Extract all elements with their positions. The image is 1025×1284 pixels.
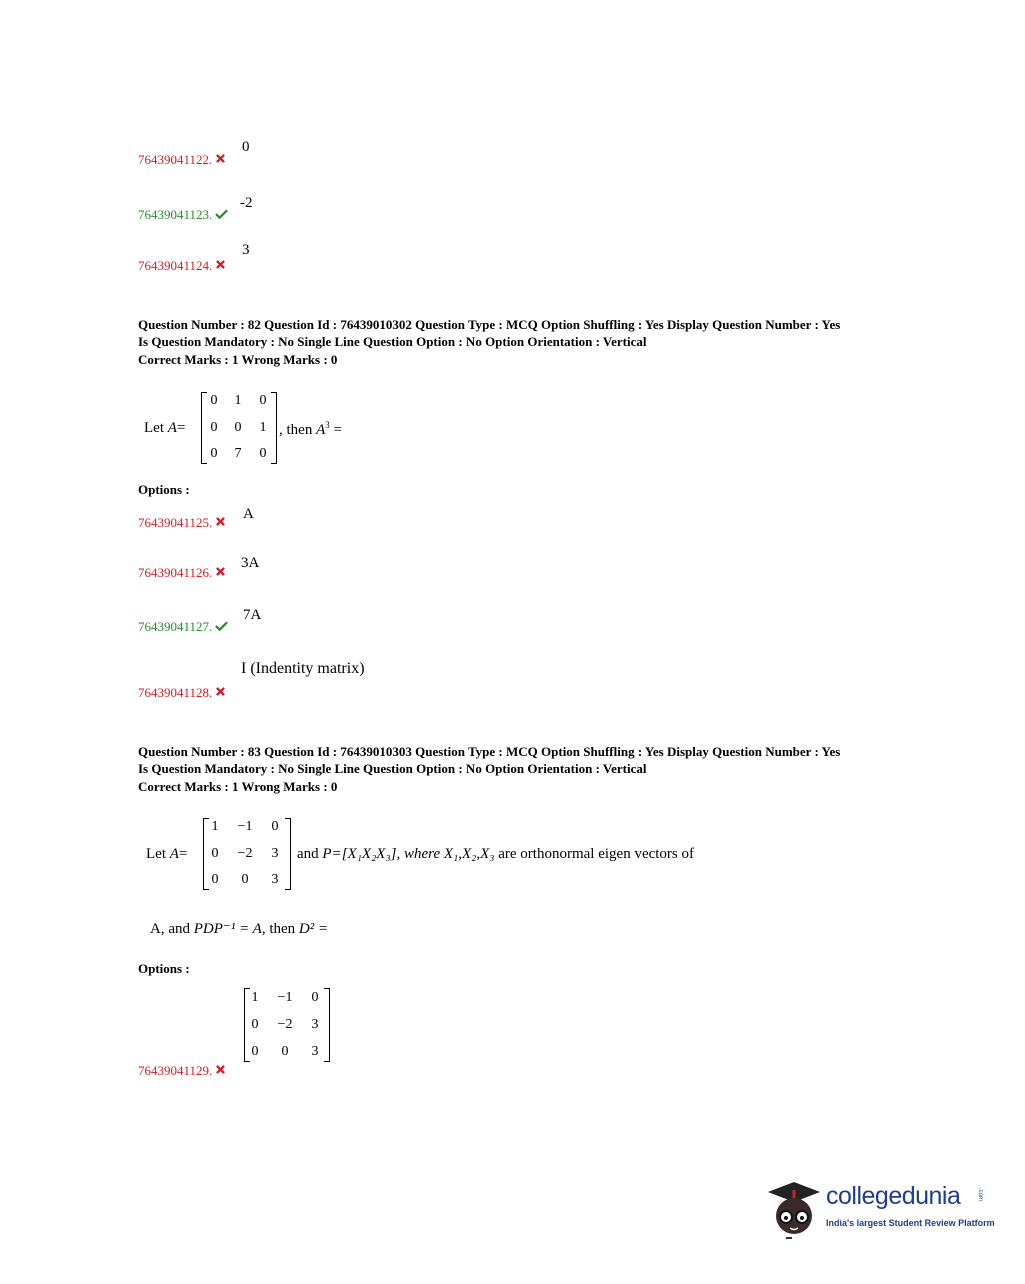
matrix	[201, 392, 277, 464]
matrix-cell: −1	[277, 990, 293, 1005]
wrong-mark-icon	[216, 260, 225, 269]
question-meta-line: Is Question Mandatory : No Single Line Question Option : No Option Orientation : Vertical	[138, 333, 647, 349]
question-text-prefix: Let A=	[146, 846, 188, 862]
matrix-cell: 3	[271, 872, 279, 887]
matrix-cell: 0	[259, 446, 267, 461]
matrix-cell: 3	[311, 1017, 319, 1032]
brand-com: .com	[977, 1188, 983, 1202]
option-id: 76439041124.	[138, 258, 225, 274]
matrix-cell: 0	[251, 1044, 259, 1059]
correct-check-icon	[215, 209, 228, 219]
matrix-bracket-right	[285, 818, 291, 890]
brand-name: collegedunia	[826, 1182, 961, 1210]
matrix-cell: 0	[241, 872, 249, 887]
option-id: 76439041126.	[138, 565, 225, 581]
wrong-mark-icon	[216, 567, 225, 576]
matrix-cell: 0	[211, 846, 219, 861]
option-value: 3	[242, 242, 250, 258]
question-meta-line: Question Number : 83 Question Id : 76439010303 Question Type : MCQ Option Shuffling : Yes Display Question Number : Yes	[138, 744, 841, 759]
option-id: 76439041128.	[138, 685, 225, 701]
matrix-cell: 1	[211, 819, 219, 834]
options-label: Options :	[138, 482, 190, 497]
option-id: 76439041123.	[138, 207, 228, 223]
question-meta-line: Is Question Mandatory : No Single Line Question Option : No Option Orientation : Vertical	[138, 760, 647, 776]
matrix-cell: 0	[259, 393, 267, 408]
matrix-cell: 1	[259, 420, 267, 435]
matrix-cell: 7	[234, 446, 242, 461]
matrix-cell: 0	[271, 819, 279, 834]
question-text-suffix: and P=[X₁X₂X₃], where X₁,X₂,X₃ are orthonormal eigen vectors of	[297, 846, 695, 862]
option-id: 76439041127.	[138, 619, 228, 635]
matrix-cell: −2	[237, 846, 253, 861]
question-marks: Correct Marks : 1 Wrong Marks : 0	[138, 779, 338, 794]
question-text-suffix: , then $A^3$ =	[279, 420, 342, 438]
question-text-prefix: Let A=	[144, 420, 186, 436]
options-label: Options :	[138, 961, 190, 976]
option-value: 7A	[243, 607, 262, 623]
matrix	[203, 818, 291, 890]
matrix-cell: 0	[210, 446, 218, 461]
question-text-line2: A, and PDP⁻¹ = A, then D² =	[150, 921, 329, 937]
matrix-cell: 0	[311, 990, 319, 1005]
wrong-mark-icon	[216, 517, 225, 526]
wrong-mark-icon	[216, 687, 225, 696]
question-header	[138, 744, 840, 796]
matrix-cell: 0	[211, 872, 219, 887]
matrix-cell: 0	[281, 1044, 289, 1059]
matrix-cell: 1	[251, 990, 259, 1005]
matrix-bracket-right	[324, 988, 330, 1062]
matrix-cell: −2	[277, 1017, 293, 1032]
option-id: 76439041122.	[138, 152, 225, 168]
brand-tagline: India's largest Student Review Platform	[826, 1218, 995, 1228]
option-matrix	[244, 988, 330, 1062]
matrix-cell: 0	[234, 420, 242, 435]
matrix-cell: 0	[210, 393, 218, 408]
collegedunia-logo	[764, 1174, 994, 1246]
wrong-mark-icon	[216, 1065, 225, 1074]
matrix-bracket-right	[271, 392, 277, 464]
option-value: 3A	[241, 555, 260, 571]
option-id: 76439041129.	[138, 1063, 225, 1079]
matrix-cell: 0	[251, 1017, 259, 1032]
option-value: 0	[242, 139, 250, 155]
question-marks: Correct Marks : 1 Wrong Marks : 0	[138, 352, 338, 367]
option-value: A	[243, 506, 254, 522]
option-value: -2	[240, 195, 253, 211]
matrix-cell: 3	[311, 1044, 319, 1059]
question-header	[138, 317, 840, 369]
matrix-cell: −1	[237, 819, 253, 834]
correct-check-icon	[215, 621, 228, 631]
option-id: 76439041125.	[138, 515, 225, 531]
wrong-mark-icon	[216, 154, 225, 163]
question-meta-line: Question Number : 82 Question Id : 76439010302 Question Type : MCQ Option Shuffling : Yes Display Question Number : Yes	[138, 317, 841, 332]
mascot-logo-icon	[764, 1176, 826, 1242]
matrix-cell: 0	[210, 420, 218, 435]
matrix-cell: 3	[271, 846, 279, 861]
matrix-cell: 1	[234, 393, 242, 408]
option-value: I (Indentity matrix)	[241, 660, 365, 677]
